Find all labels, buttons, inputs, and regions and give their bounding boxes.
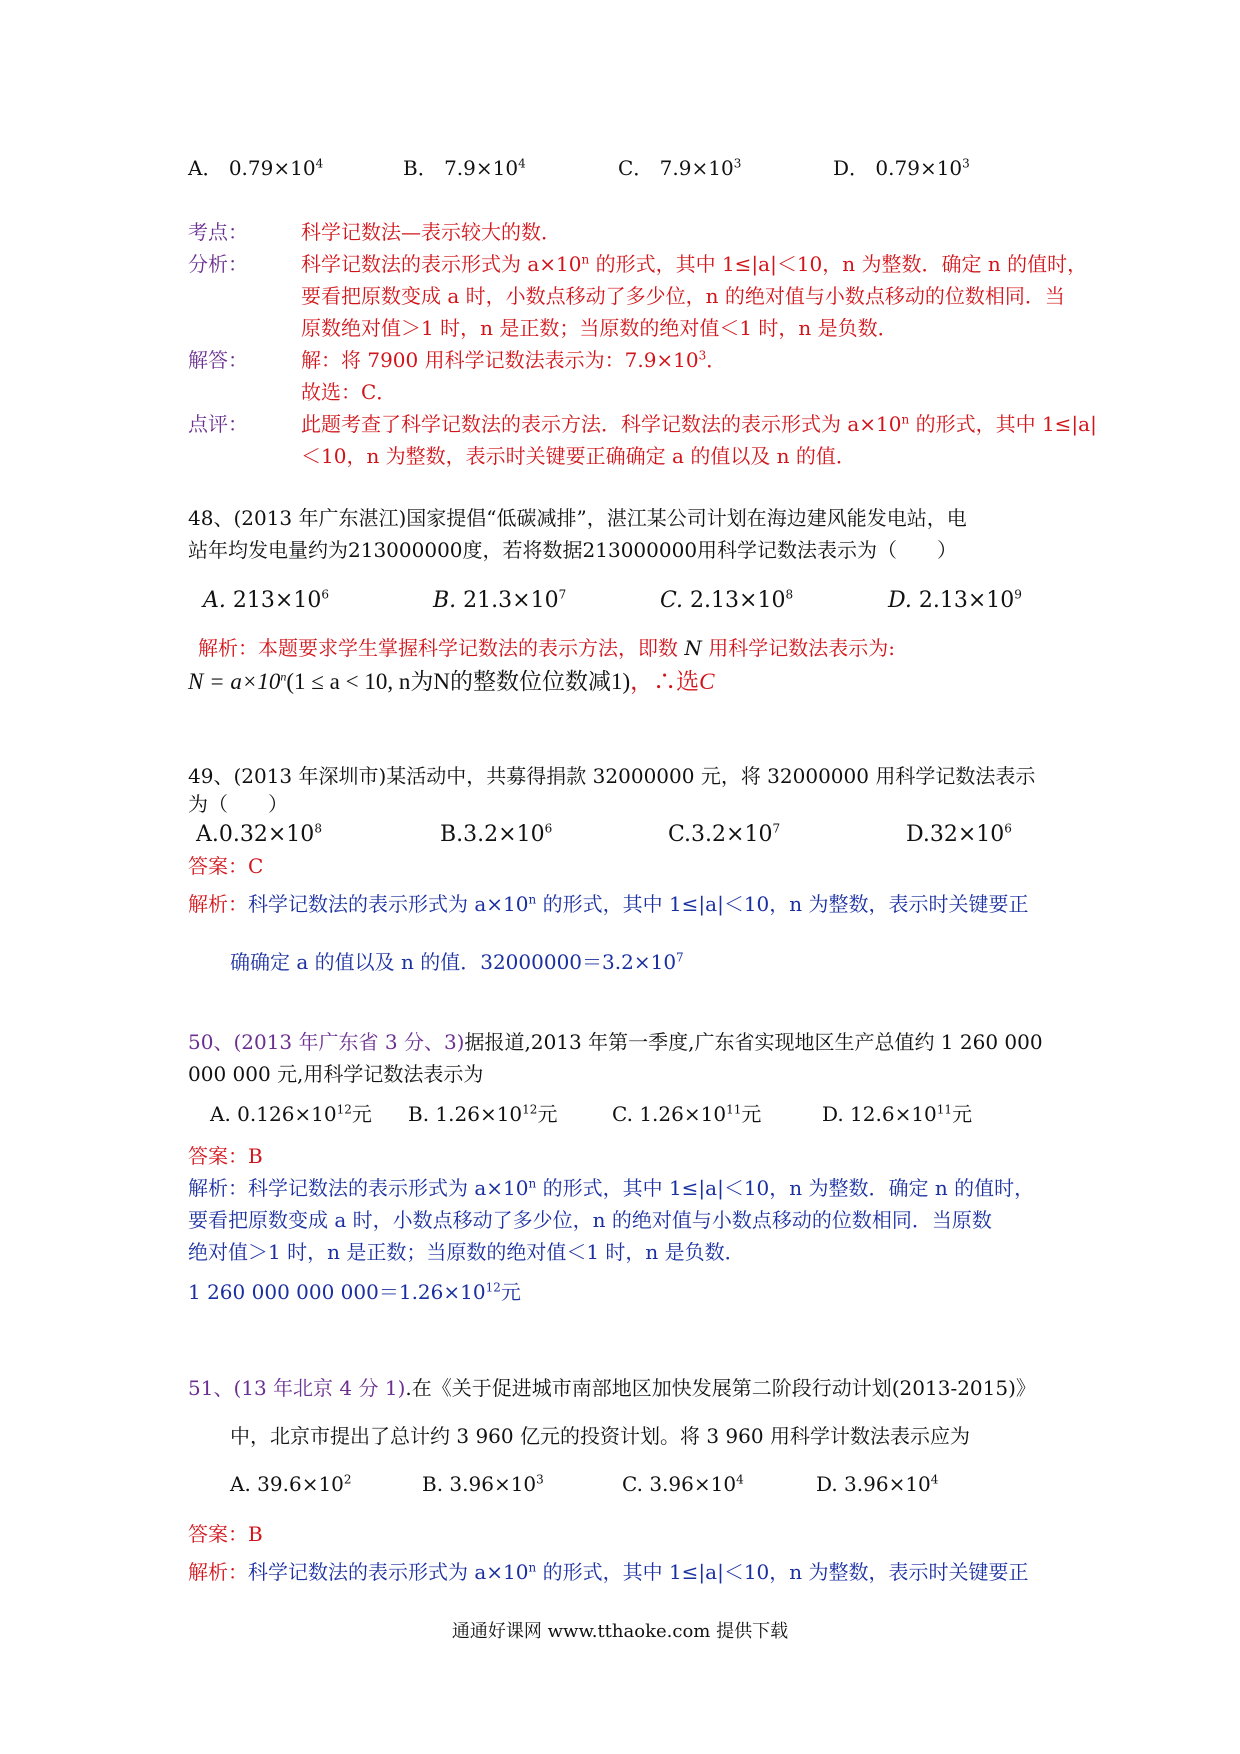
q50-analysis-line-3: 绝对值＞1 时，n 是正数；当原数的绝对值＜1 时，n 是负数． <box>188 1240 745 1264</box>
fenxi-line-1: 科学记数法的表示形式为 $a\times 10^n$ 的形式，其中 1≤|a|＜10，n 为整数．确定 n 的值时， <box>301 252 1088 276</box>
dianping-line-1: 此题考查了科学记数法的表示方法．科学记数法的表示形式为 $a\times 10^n$ 的形式，其中 1≤|a| <box>301 412 1097 436</box>
kaodian-text: 科学记数法—表示较大的数． <box>301 220 561 244</box>
q50-analysis-line-4: 1 260 000 000 $000=1.26\times 10^{12}$元 <box>188 1280 521 1304</box>
q48-stem-2: 站年均发电量约为213000000度，若将数据213000000用科学记数法表示为（ ） <box>188 538 958 562</box>
q51-option-d: D. $3.96\times 10^4$ <box>816 1472 939 1496</box>
q49-analysis-line-2: 确确定 a 的值以及 n 的值．$32000000=3.2\times 10^7$ <box>230 950 684 974</box>
jieda-label: 解答： <box>188 348 248 372</box>
jieda-line-2: 故选：C． <box>301 380 397 404</box>
q48-stem-1: 48、(2013 年广东湛江)国家提倡“低碳减排”，湛江某公司计划在海边建风能发电站，电 <box>188 506 967 530</box>
q51-analysis-line-1: 解析：科学记数法的表示形式为 $a\times 10^n$ 的形式，其中 1≤|a|＜10，n 为整数，表示时关键要正 <box>188 1560 1029 1584</box>
q49-option-c: $C.3.2\times 10^7$ <box>668 821 781 847</box>
q51-option-b: B. $3.96\times 10^3$ <box>422 1472 544 1496</box>
jieda-line-1: 解：将 7900 用科学记数法表示为：$7.9\times 10^3$． <box>301 348 727 372</box>
q47-option-d: D． $0.79\times 10^3$ <box>833 156 970 180</box>
kaodian-label: 考点： <box>188 220 248 244</box>
q47-option-c: C． $7.9\times 10^3$ <box>618 156 742 180</box>
dianping-label: 点评： <box>188 412 248 436</box>
q51-option-c: C. $3.96\times 10^4$ <box>622 1472 744 1496</box>
page-footer: 通通好课网 www.tthaoke.com 提供下载 <box>451 1621 789 1642</box>
q50-analysis-line-1: 解析：科学记数法的表示形式为 $a\times 10^n$ 的形式，其中 1≤|a|＜10，n 为整数．确定 n 的值时， <box>188 1176 1035 1200</box>
q49-stem-2: 为（ ） <box>188 792 288 816</box>
q50-answer: 答案：B <box>188 1144 263 1168</box>
q49-stem-1: 49、(2013 年深圳市)某活动中，共募得捐款 32000000 元，将 32000000 用科学记数法表示 <box>188 764 1036 788</box>
q48-formula: $N = a\times 10^n(1 \le a < 10$, n为N的整数位位数减1)，∴选C <box>188 669 715 694</box>
q50-option-b: B. $1.26\times 10^{12}$元 <box>408 1102 558 1126</box>
q51-stem-1: 51、(13 年北京 4 分 1).在《关于促进城市南部地区加快发展第二阶段行动计划(2013-2015)》 <box>188 1376 1036 1400</box>
q48-option-d: D. $2.13\times 10^9$ <box>888 587 1022 613</box>
q47-option-a: A． $0.79\times 10^4$ <box>188 156 324 180</box>
q48-option-c: C. $2.13\times 10^8$ <box>660 587 794 613</box>
q50-stem-2: 000 000 元,用科学记数法表示为 <box>188 1062 484 1086</box>
q49-option-a: $A.0.32\times 10^8$ <box>196 821 322 847</box>
q51-answer: 答案：B <box>188 1522 263 1546</box>
q49-option-d: $D.32\times 10^6$ <box>906 821 1012 847</box>
q50-option-a: A. $0.126\times 10^{12}$元 <box>210 1102 372 1126</box>
fenxi-line-2: 要看把原数变成 a 时，小数点移动了多少位，n 的绝对值与小数点移动的位数相同．当 <box>301 284 1065 308</box>
q48-option-b: B. $21.3\times 10^7$ <box>433 587 567 613</box>
q49-option-b: $B.3.2\times 10^6$ <box>440 821 553 847</box>
q51-option-a: A. $39.6\times 10^2$ <box>230 1472 352 1496</box>
dianping-line-2: ＜10，n 为整数，表示时关键要正确确定 a 的值以及 n 的值． <box>301 444 856 468</box>
q48-analysis: 解析：本题要求学生掌握科学记数法的表示方法，即数 N 用科学记数法表示为: <box>198 636 895 660</box>
q50-option-d: D. $12.6\times 10^{11}$元 <box>822 1102 973 1126</box>
q50-stem-1: 50、(2013 年广东省 3 分、3)据报道,2013 年第一季度,广东省实现地区生产总值约 1 260 000 <box>188 1030 1043 1054</box>
q50-option-c: C. $1.26\times 10^{11}$元 <box>612 1102 762 1126</box>
fenxi-line-3: 原数绝对值＞1 时，n 是正数；当原数的绝对值＜1 时，n 是负数． <box>301 316 898 340</box>
q51-stem-2: 中，北京市提出了总计约 3 960 亿元的投资计划。将 3 960 用科学计数法表示应为 <box>230 1424 970 1448</box>
q50-analysis-line-2: 要看把原数变成 a 时，小数点移动了多少位，n 的绝对值与小数点移动的位数相同．当原数 <box>188 1208 992 1232</box>
q47-option-b: B． $7.9\times 10^4$ <box>403 156 526 180</box>
q49-analysis-line-1: 解析：科学记数法的表示形式为 $a\times 10^n$ 的形式，其中 1≤|a|＜10，n 为整数，表示时关键要正 <box>188 892 1029 916</box>
fenxi-label: 分析： <box>188 252 248 276</box>
q49-answer: 答案：C <box>188 854 264 878</box>
q48-option-a: A. $213\times 10^6$ <box>203 587 329 613</box>
